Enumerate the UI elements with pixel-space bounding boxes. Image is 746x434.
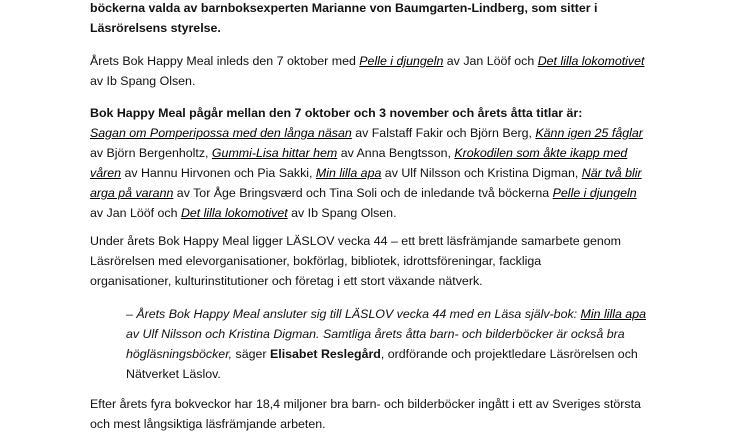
quote-paragraph <box>126 304 666 384</box>
paragraph-line: Efter årets fyra bokveckor har 18,4 miljoner bra barn- och bilderböcker ingått i ett av Sveriges största <box>90 397 641 411</box>
text: av Jan Lööf och <box>90 206 181 220</box>
paragraph-line <box>90 163 670 183</box>
text: av Ulf Nilsson och Kristina Digman, <box>381 166 582 180</box>
paragraph-line: Under årets Bok Happy Meal ligger LÄSLOV vecka 44 – ett brett läsfrämjande samarbete genom <box>90 234 622 248</box>
title-link[interactable]: våren <box>90 166 121 180</box>
paragraph-line: av Ib Spang Olsen. <box>90 74 196 88</box>
paragraph-line <box>90 51 670 71</box>
text: av Falstaff Fakir och Björn Berg, <box>351 126 536 140</box>
text: Årets Bok Happy Meal inleds den 7 oktober med <box>90 54 360 68</box>
text: av Hannu Hirvonen och Pia Sakki, <box>121 166 316 180</box>
quote-line: av Ulf Nilsson och Kristina Digman. Samtliga årets åtta barn- och bilderböcker är också bra <box>126 327 625 341</box>
paragraph-line <box>90 203 670 223</box>
text: säger <box>232 347 270 361</box>
titles-paragraph <box>90 103 670 223</box>
intro-paragraph <box>90 0 670 38</box>
title-link[interactable]: Det lilla lokomotivet <box>180 206 288 220</box>
text: , ordförande och projektledare Läsrörelsen och <box>380 347 638 361</box>
paragraph-line <box>90 143 670 163</box>
title-link[interactable]: När två blir <box>581 166 642 180</box>
intro-line: Läsrörelsens styrelse. <box>90 21 221 35</box>
quote-line <box>126 344 666 364</box>
titles-heading: Bok Happy Meal pågår mellan den 7 oktober och 3 november och årets åtta titlar är: <box>90 106 583 120</box>
text: av Björn Bergenholtz, <box>90 146 212 160</box>
paragraph-line: organisationer, kulturinstitutioner och företag i ett stort växande nätverk. <box>90 274 483 288</box>
title-link[interactable]: Sagan om Pomperipossa med den långa näsan <box>90 126 352 140</box>
paragraph-line <box>90 183 670 203</box>
title-link[interactable]: Min lilla apa <box>315 166 382 180</box>
text: av Tor Åge Bringsværd och Tina Soli och de inledande två böckerna <box>173 186 553 200</box>
paragraph-line: Läsrörelsen med elevorganisationer, bokförlag, bibliotek, idrottsföreningar, fackliga <box>90 254 542 268</box>
lasloy-paragraph <box>90 231 670 291</box>
intro-line: böckerna valda av barnboksexperten Marianne von Baumgarten-Lindberg, som sitter i <box>90 1 598 15</box>
title-link[interactable]: Gummi-Lisa hittar hem <box>211 146 338 160</box>
summary-paragraph <box>90 394 670 434</box>
paragraph-line: och mest långsiktiga läsfrämjande arbeten. <box>90 417 326 431</box>
title-link[interactable]: Pelle i djungeln <box>552 186 637 200</box>
title-link[interactable]: Känn igen 25 fåglar <box>535 126 643 140</box>
quote-line: Nätverket Läslov. <box>126 367 221 381</box>
text: högläsningsböcker, <box>126 347 233 361</box>
title-link[interactable]: Pelle i djungeln <box>359 54 444 68</box>
text: av Ib Spang Olsen. <box>287 206 397 220</box>
text: av Jan Lööf och <box>443 54 538 68</box>
quote-line <box>126 304 666 324</box>
title-link[interactable]: arga på varann <box>90 186 174 200</box>
text: – Årets Bok Happy Meal ansluter sig till LÄSLOV vecka 44 med en Läsa själv-bok: <box>126 307 581 321</box>
title-link[interactable]: Krokodilen som åkte ikapp med <box>454 146 628 160</box>
title-link[interactable]: Min lilla apa <box>580 307 646 321</box>
paragraph-line <box>90 123 670 143</box>
speaker-name: Elisabet Reslegård <box>269 347 381 361</box>
text: av Anna Bengtsson, <box>337 146 455 160</box>
launch-paragraph <box>90 51 670 91</box>
title-link[interactable]: Det lilla lokomotivet <box>537 54 645 68</box>
